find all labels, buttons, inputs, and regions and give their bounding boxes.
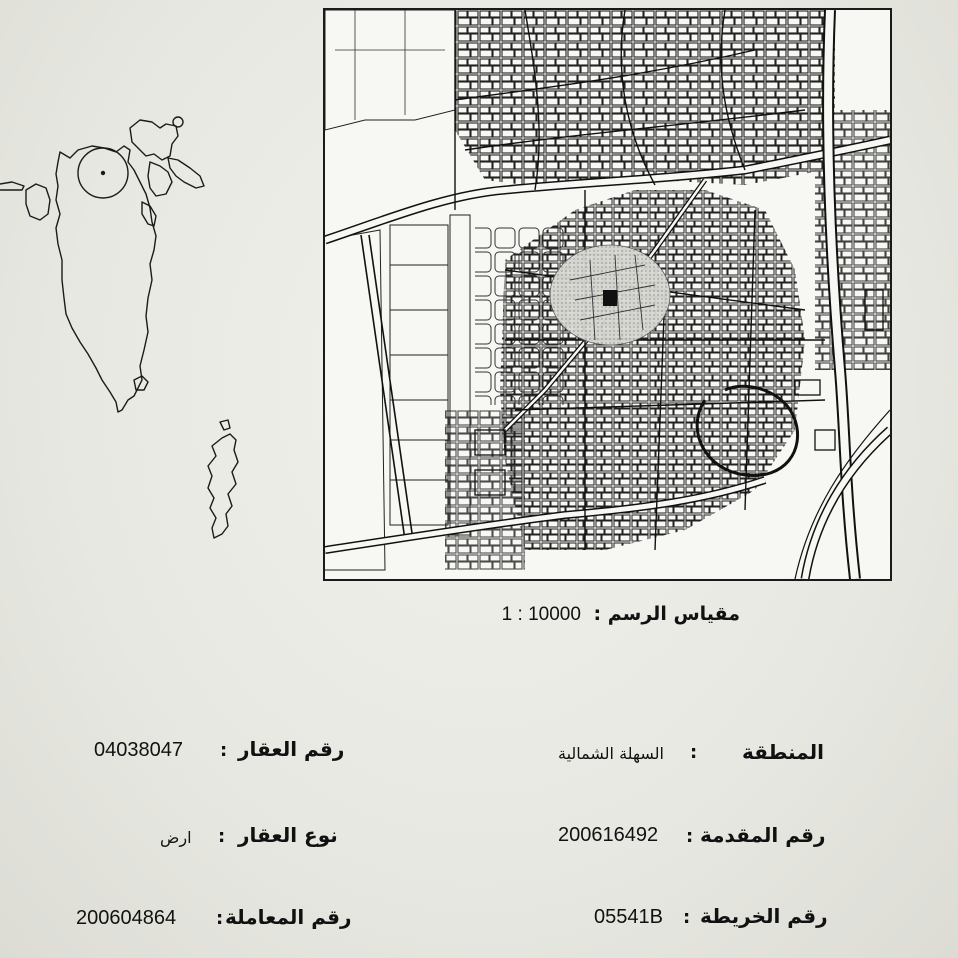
area-label: المنطقة bbox=[742, 740, 824, 764]
island-outline bbox=[0, 110, 240, 550]
property-number-colon: : bbox=[220, 740, 228, 761]
property-type-colon: : bbox=[218, 826, 226, 847]
map-number-colon: : bbox=[683, 907, 691, 928]
map-number-label: رقم الخريطة bbox=[700, 904, 828, 928]
applicant-number-colon: : bbox=[686, 826, 694, 847]
map-number-value: 05541B bbox=[594, 906, 663, 928]
locator-map bbox=[0, 110, 240, 550]
scale-caption bbox=[480, 603, 740, 626]
transaction-number-colon: : bbox=[216, 908, 224, 929]
property-number-label: رقم العقار bbox=[238, 737, 345, 761]
applicant-number-value: 200616492 bbox=[558, 824, 659, 846]
scale-colon: : bbox=[593, 603, 602, 625]
area-value: السهلة الشمالية bbox=[558, 744, 664, 763]
area-colon: : bbox=[690, 742, 698, 763]
applicant-number-label: رقم المقدمة bbox=[700, 823, 826, 847]
transaction-number-label: رقم المعاملة bbox=[225, 905, 352, 929]
cadastral-map bbox=[323, 8, 892, 581]
scale-label: مقياس الرسم bbox=[607, 603, 740, 625]
property-type-label: نوع العقار bbox=[238, 823, 338, 847]
transaction-number-value: 200604864 bbox=[76, 907, 177, 929]
scale-value: 1 : 10000 bbox=[501, 604, 581, 625]
property-number-value: 04038047 bbox=[94, 739, 183, 761]
property-type-value: ارض bbox=[160, 828, 192, 847]
street-plan bbox=[325, 10, 890, 579]
subject-parcel-marker bbox=[603, 290, 617, 306]
